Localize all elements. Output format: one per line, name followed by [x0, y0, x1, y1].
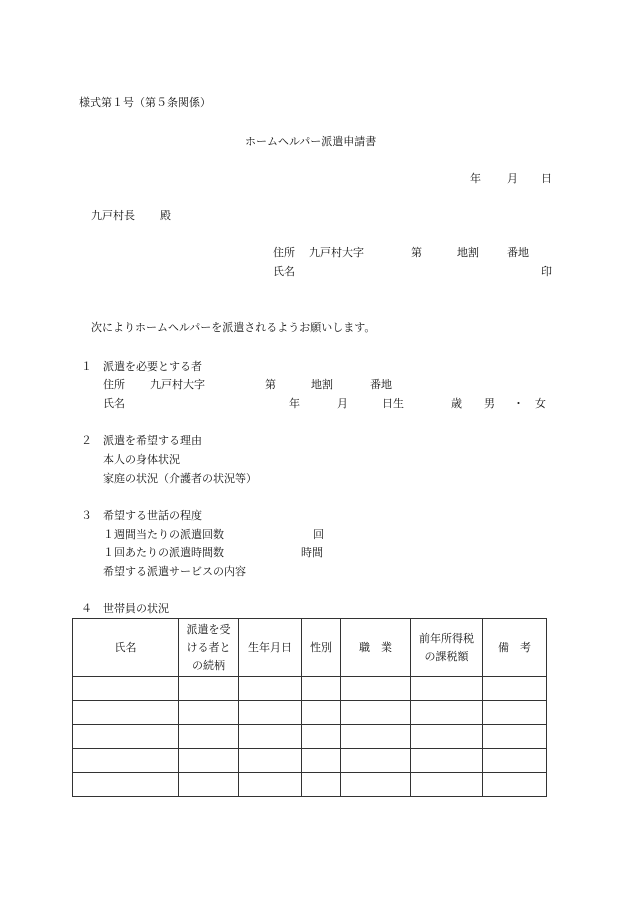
section1-village: 九戸村大字 — [150, 378, 205, 391]
section3-per-visit-unit: 時間 — [301, 546, 323, 559]
table-cell[interactable] — [302, 701, 341, 725]
col-income-tax-header: 前年所得税 の課税額 — [411, 619, 483, 677]
form-number: 様式第１号（第５条関係） — [79, 96, 211, 109]
section4-number: ４ — [81, 602, 92, 615]
table-cell[interactable] — [179, 773, 239, 797]
section1-chiwari: 地割 — [311, 378, 333, 391]
section2-body-condition: 本人の身体状況 — [103, 453, 180, 466]
col-gender-header: 性別 — [302, 619, 341, 677]
section1-separator: ・ — [513, 397, 524, 410]
table-cell[interactable] — [302, 725, 341, 749]
table-cell[interactable] — [73, 749, 179, 773]
section3-weekly-unit: 回 — [313, 528, 324, 541]
section1-dai: 第 — [265, 378, 276, 391]
table-row — [73, 677, 547, 701]
date-year-label: 年 — [470, 172, 481, 185]
addressee-name: 九戸村長 — [91, 209, 135, 222]
table-row — [73, 725, 547, 749]
applicant-banchi: 番地 — [507, 246, 529, 259]
section1-birth: 日生 — [382, 397, 404, 410]
table-cell[interactable] — [239, 749, 302, 773]
section3-service-label: 希望する派遣サービスの内容 — [103, 565, 246, 578]
section1-month: 月 — [337, 397, 348, 410]
table-cell[interactable] — [341, 749, 411, 773]
table-cell[interactable] — [73, 725, 179, 749]
table-cell[interactable] — [302, 773, 341, 797]
table-cell[interactable] — [302, 749, 341, 773]
col-occupation-header: 職 業 — [341, 619, 411, 677]
table-cell[interactable] — [73, 701, 179, 725]
table-row — [73, 749, 547, 773]
date-month-label: 月 — [507, 172, 518, 185]
applicant-village: 九戸村大字 — [309, 246, 364, 259]
household-table-header — [73, 619, 547, 677]
intro-text: 次によりホームヘルパーを派遣されるようお願いします。 — [91, 321, 376, 334]
col-birthdate-header: 生年月日 — [239, 619, 302, 677]
applicant-address-label: 住所 — [273, 246, 295, 259]
household-table — [72, 618, 547, 797]
table-cell[interactable] — [483, 773, 547, 797]
table-cell[interactable] — [302, 677, 341, 701]
section3-number: ３ — [81, 509, 92, 522]
table-cell[interactable] — [179, 701, 239, 725]
applicant-seal: 印 — [541, 265, 552, 278]
table-row — [73, 773, 547, 797]
table-cell[interactable] — [341, 773, 411, 797]
table-cell[interactable] — [411, 725, 483, 749]
table-row — [73, 701, 547, 725]
col-relation-header: 派遣を受 ける者と の続柄 — [179, 619, 239, 677]
document-title: ホームヘルパー派遣申請書 — [245, 135, 377, 148]
table-cell[interactable] — [341, 725, 411, 749]
addressee-honorific: 殿 — [160, 209, 171, 222]
table-cell[interactable] — [483, 701, 547, 725]
table-cell[interactable] — [239, 701, 302, 725]
section2-family-condition: 家庭の状況（介護者の状況等） — [103, 472, 257, 485]
table-cell[interactable] — [239, 725, 302, 749]
section1-heading: 派遣を必要とする者 — [103, 360, 202, 373]
table-cell[interactable] — [483, 725, 547, 749]
table-cell[interactable] — [73, 677, 179, 701]
section1-age: 歳 — [451, 397, 462, 410]
section3-heading: 希望する世話の程度 — [103, 509, 202, 522]
table-cell[interactable] — [179, 725, 239, 749]
section1-year: 年 — [289, 397, 300, 410]
table-cell[interactable] — [179, 749, 239, 773]
table-cell[interactable] — [411, 773, 483, 797]
section1-male: 男 — [484, 397, 495, 410]
table-cell[interactable] — [239, 677, 302, 701]
col-remarks-header: 備 考 — [483, 619, 547, 677]
applicant-chiwari: 地割 — [457, 246, 479, 259]
table-cell[interactable] — [73, 773, 179, 797]
table-cell[interactable] — [341, 677, 411, 701]
table-cell[interactable] — [483, 677, 547, 701]
col-name-header: 氏名 — [73, 619, 179, 677]
section4-heading: 世帯員の状況 — [103, 602, 169, 615]
date-day-label: 日 — [541, 172, 552, 185]
section1-banchi: 番地 — [370, 378, 392, 391]
table-cell[interactable] — [411, 749, 483, 773]
section1-number: １ — [81, 360, 92, 373]
table-cell[interactable] — [341, 701, 411, 725]
section2-number: ２ — [81, 434, 92, 447]
section2-heading: 派遣を希望する理由 — [103, 434, 202, 447]
applicant-name-label: 氏名 — [273, 265, 295, 278]
section3-per-visit-label: １回あたりの派遣時間数 — [103, 546, 224, 559]
section1-female: 女 — [535, 397, 546, 410]
table-cell[interactable] — [411, 677, 483, 701]
table-cell[interactable] — [239, 773, 302, 797]
applicant-dai: 第 — [411, 246, 422, 259]
table-cell[interactable] — [411, 701, 483, 725]
section3-weekly-label: １週間当たりの派遣回数 — [103, 528, 224, 541]
table-cell[interactable] — [179, 677, 239, 701]
section1-name-label: 氏名 — [103, 397, 125, 410]
section1-address-label: 住所 — [103, 378, 125, 391]
table-cell[interactable] — [483, 749, 547, 773]
